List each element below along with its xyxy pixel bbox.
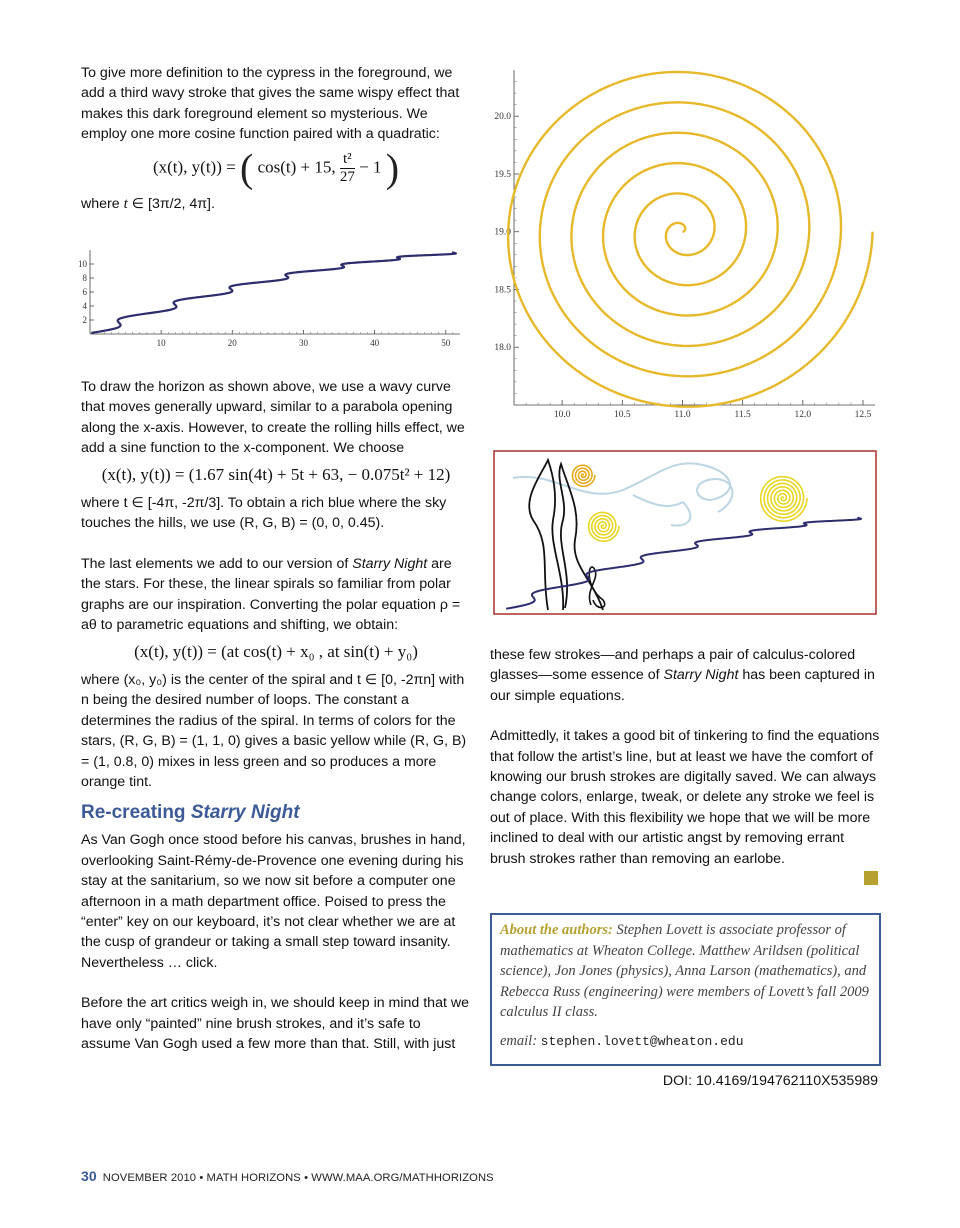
- about-body: Stephen Lovett is associate professor of mathematics at Wheaton College. Matthew Arildsen (political science), Jon Jones (physics), Anna Larson (mathematics), and Rebecca Russ (engineering) were members of Lovett’s fall 2009 calculus II class.: [500, 922, 869, 1020]
- paragraph-strokes: [490, 645, 882, 706]
- doi: DOI: 10.4169/194762110X535989: [662, 1073, 878, 1089]
- spiral-series-line: [508, 72, 872, 407]
- y-tick-label: 18.0: [494, 343, 511, 354]
- eq1-paren-open: (: [239, 145, 254, 191]
- x-tick-label: 10.0: [553, 410, 571, 420]
- x-tick-label: 11.0: [674, 410, 691, 420]
- paragraph-vangogh: As Van Gogh once stood before his canvas, brushes in hand, overlooking Saint-Rémy-de-Provence one evening during his stay at the sanitarium, so we now sit before a computer one afternoon in a math department office. Poised to press the “enter” key on our keyboard, it’s not clear whether we are at the cusp of grandeur or taking a small step toward insanity. Nevertheless … click.: [81, 832, 466, 971]
- left-column: [78, 63, 471, 1054]
- y-tick-label: 8: [82, 273, 87, 284]
- paragraph-cypress: To give more definition to the cypress in the foreground, we add a third wavy stroke that gives the same wispy effect that makes this dark foreground element so mysterious. We employ one more cosine function paired with a quadratic:: [81, 65, 460, 143]
- y-tick-label: 20.0: [494, 112, 511, 123]
- footer-text: NOVEMBER 2010 • MATH HORIZONS • WWW.MAA.ORG/MATHHORIZONS: [102, 1172, 494, 1184]
- y-tick-label: 19.5: [494, 169, 511, 180]
- y-tick-label: 4: [82, 301, 87, 312]
- x-tick-label: 30: [298, 338, 308, 349]
- email-label: email:: [500, 1032, 538, 1049]
- equation-spiral: (x(t), y(t)) = (at cos(t) + x₀ , at sin(t) + y₀): [134, 641, 418, 661]
- email-address[interactable]: stephen.lovett@wheaton.edu: [540, 1033, 744, 1049]
- range-post: ∈ [3π/2, 4π].: [127, 195, 215, 212]
- x-tick-label: 40: [370, 338, 380, 349]
- stars-em: Starry Night: [352, 555, 428, 572]
- eq1-paren-close: ): [385, 145, 400, 191]
- eq1-lhs: (x(t), y(t)) =: [152, 157, 236, 177]
- paragraph-tinkering: Admittedly, it takes a good bit of tinkering to find the equations that follow the artist’s line, but at least we have the comfort of knowing our brush strokes are digitally saved. We can always change colors, enlarge, tweak, or delete any stroke we feel is out of place. With this flexibility we hope that we will be more inclined to deal with our artistic angst by removing errant brush strokes rather than removing an earlobe.: [490, 728, 880, 867]
- email-line: [500, 1031, 871, 1053]
- y-tick-label: 6: [82, 287, 87, 298]
- end-mark: [864, 871, 878, 885]
- about-text: [500, 920, 871, 1023]
- eq1-fraction: [340, 151, 355, 186]
- stars-b: are the stars. For these, the linear spirals so familiar from polar graphs are our inspiration. Converting the polar equation ρ = aθ to parametric equations and shifting, we obtain:: [81, 555, 461, 634]
- x-tick-label: 12.0: [794, 410, 812, 420]
- y-tick-label: 10: [78, 259, 87, 270]
- range-math: t: [123, 195, 128, 212]
- footer: [81, 1168, 494, 1184]
- paragraph-critics: Before the art critics weigh in, we should keep in mind that we have only “painted” nine brush strokes, and it’s safe to assume Van Gogh used a few more than that. Still, with just: [81, 995, 469, 1052]
- stars-a: The last elements we add to our version of: [81, 555, 353, 572]
- paragraph-horizon: To draw the horizon as shown above, we use a wavy curve that moves generally upward, similar to a parabola opening along the x-axis. However, to create the rolling hills effect, we add a sine function to the x-component. We choose: [81, 379, 465, 457]
- about-label: About the authors:: [500, 922, 613, 938]
- right-column: [490, 645, 882, 869]
- x-tick-label: 12.5: [854, 410, 872, 420]
- horizon-series-line: [91, 252, 456, 333]
- page-number: 30: [81, 1168, 97, 1184]
- x-tick-label: 10.5: [613, 410, 631, 420]
- figure-frame: [494, 451, 876, 614]
- paragraph-stars: [81, 554, 471, 636]
- range-pre: where: [81, 195, 124, 212]
- heading-text: Re-creating: [81, 802, 191, 824]
- eq1-den: 27: [339, 168, 355, 185]
- paragraph-range: [81, 194, 471, 214]
- x-tick-label: 11.5: [734, 410, 751, 420]
- equation-cypress: [81, 145, 471, 191]
- spiral-chart: [490, 68, 882, 420]
- y-tick-label: 19.0: [494, 227, 511, 238]
- eq1-num: t²: [340, 151, 355, 169]
- y-tick-label: 2: [82, 315, 87, 326]
- y-tick-label: 18.5: [494, 285, 511, 296]
- paragraph-spiral-center: where (x₀, y₀) is the center of the spiral and t ∈ [0, -2πn] with n being the desired number of loops. The constant a determines the radius of the spiral. In terms of colors for the stars, (R, G, B) = (1, 1, 0) gives a basic yellow while (R, G, B) = (1, 0.8, 0) mixes in less green and so produces a more orange tint.: [81, 671, 467, 790]
- strokes-a: these few strokes—and perhaps a pair of calculus-colored glasses—some essence of: [490, 647, 856, 684]
- eq1-fn: cos(t) + 15,: [257, 157, 336, 177]
- heading-em: Starry Night: [190, 802, 300, 824]
- section-heading: [81, 802, 471, 824]
- x-tick-label: 20: [227, 338, 237, 349]
- strokes-b: has been captured in our simple equations.: [490, 667, 875, 704]
- equation-horizon: (x(t), y(t)) = (1.67 sin(4t) + 5t + 63, − 0.075t² + 12): [101, 464, 451, 484]
- x-tick-label: 10: [156, 338, 166, 349]
- x-tick-label: 50: [441, 338, 451, 349]
- paragraph-horizon-range: where t ∈ [-4π, -2π/3]. To obtain a rich blue where the sky touches the hills, we use (R, G, B) = (0, 0, 0.45).: [81, 495, 447, 532]
- about-authors-box: [490, 913, 881, 1066]
- strokes-em: Starry Night: [663, 667, 739, 684]
- horizon-chart: [78, 244, 468, 359]
- starry-night-figure: [493, 450, 877, 615]
- eq1-tail: − 1: [359, 157, 382, 177]
